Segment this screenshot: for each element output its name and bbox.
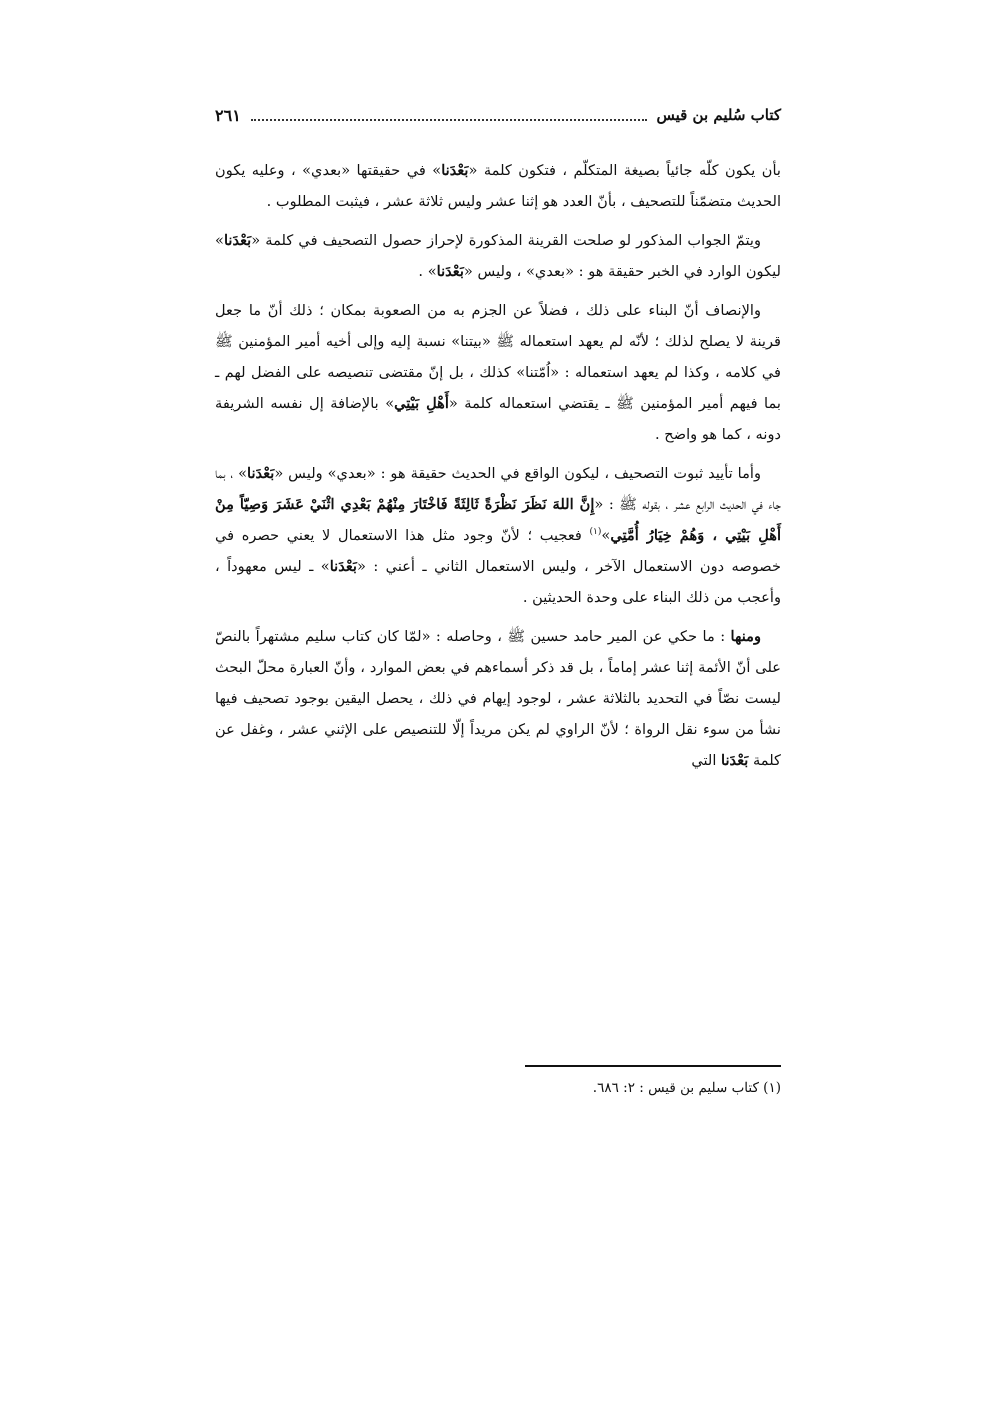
main-text [215, 155, 781, 784]
header-leader-dots [251, 119, 647, 121]
paragraph: ويتمّ الجواب المذكور لو صلحت القرينة المذكورة لإحراز حصول التصحيف في كلمة «بَعْدَنا» ليكون الوارد في الخبر حقيقة هو : «بعدي» ، وليس «بَعْدَنا» . [215, 232, 781, 280]
footnote-divider [525, 1065, 781, 1067]
footnote: (١) كتاب سليم بن قيس : ٢: ٦٨٦. [592, 1080, 781, 1096]
book-title: كتاب سُليم بن قيس [656, 106, 781, 124]
paragraph: بأن يكون كلّه جائياً بصيغة المتكلّم ، فتكون كلمة «بَعْدَنا» في حقيقتها «بعدي» ، وعليه يكون الحديث متضمّناً للتصحيف ، بأنّ العدد هو إثنا عشر وليس ثلاثة عشر ، فيثبت المطلوب . [215, 162, 781, 210]
paragraph: والإنصاف أنّ البناء على ذلك ، فضلاً عن الجزم به من الصعوبة بمكان ؛ ذلك أنّ ما جعل قرينة لا يصلح لذلك ؛ لأنّه لم يعهد استعماله ﷺ «بيتنا» نسبة إليه وإلى أخيه أمير المؤمنين ﷺ في كلامه ، وكذا لم يعهد استعماله : «اُمّتنا» كذلك ، بل إنّ مقتضى تنصيصه على الفضل لهم ـ بما فيهم أمير المؤمنين ﷺ ـ يقتضي استعماله كلمة «أَهْلِ بَيْتِي» بالإضافة إل نفسه الشريفة دونه ، كما هو واضح . [215, 302, 781, 443]
paragraph: ومنها : ما حكي عن المير حامد حسين ﷺ ، وحاصله : «لمّا كان كتاب سليم مشتهراً بالنصّ على أنّ الأئمة إثنا عشر إماماً ، بل قد ذكر أسماءهم في بعض الموارد ، وأنّ العبارة محلّ البحث ليست نصّاً في التحديد بالثلاثة عشر ، لوجود إيهام في ذلك ، يحصل اليقين بوجود تصحيف فيها نشأ من سوء نقل الرواة ؛ لأنّ الراوي لم يكن مريداً إلّا للتنصيص على الإثني عشر ، وغفل عن كلمة بَعْدَنا التي [215, 628, 781, 769]
paragraph: وأما تأييد ثبوت التصحيف ، ليكون الواقع في الحديث حقيقة هو : «بعدي» وليس «بَعْدَنا» ، بما جاء في الحديث الرابع عشر ، بقوله ﷺ : «إِنَّ اللهَ نَظَرَ نَظْرَةً ثَالِثَةً فَاخْتَارَ مِنْهُمْ بَعْدِي اثْنَيْ عَشَرَ وَصِيّاً مِنْ أَهْلِ بَيْتِي ، وَهُمْ خِيَارُ أُمَّتِي»$^{(١)}$ فعجيب ؛ لأنّ وجود مثل هذا الاستعمال لا يعني حصره في خصوصه دون الاستعمال الآخر ، وليس الاستعمال الثاني ـ أعني : «بَعْدَنا» ـ ليس معهوداً ، وأعجب من ذلك البناء على وحدة الحديثين . [215, 465, 781, 606]
page-number: ٢٦١ [215, 105, 241, 125]
page-header [215, 100, 781, 130]
